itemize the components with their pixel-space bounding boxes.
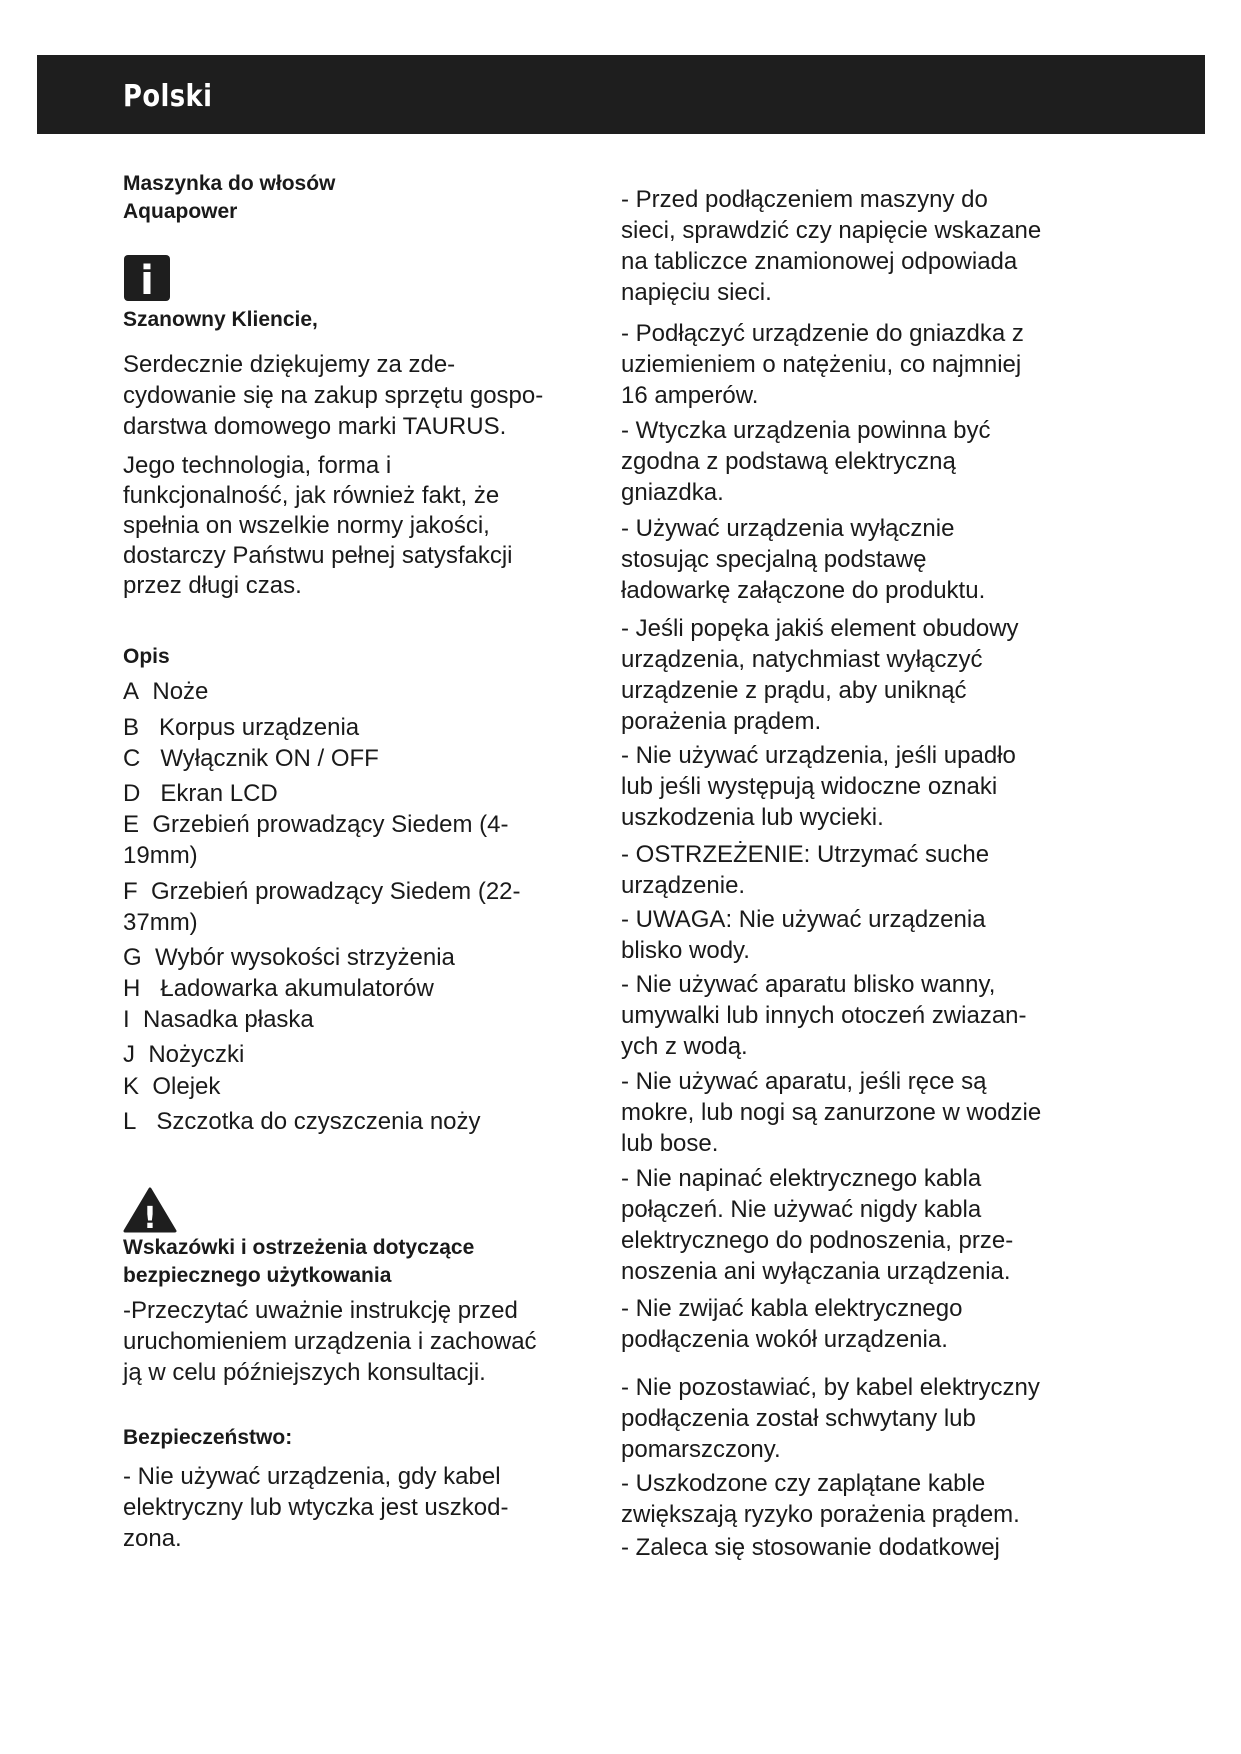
intro-p2-line: przez długi czas. — [123, 572, 302, 599]
security-line: urządzenie z prądu, aby uniknąć — [621, 677, 967, 704]
intro-p1-line: cydowanie się na zakup sprzętu gospo- — [123, 382, 544, 409]
item-text: Olejek — [152, 1073, 221, 1100]
security-line: - Nie używać urządzenia, gdy kabel — [123, 1463, 501, 1490]
intro-p1-line: darstwa domowego marki TAURUS. — [123, 413, 507, 440]
security-line: urządzenia, natychmiast wyłączyć — [621, 646, 983, 673]
security-line: ych z wodą. — [621, 1033, 748, 1060]
security-line: gniazdka. — [621, 479, 724, 506]
security-right-item — [621, 184, 1041, 308]
security-line: - Zaleca się stosowanie dodatkowej — [621, 1534, 1000, 1561]
intro-p2-line: Jego technologia, forma i — [123, 452, 392, 479]
security-line: - Nie używać aparatu, jeśli ręce są — [621, 1068, 987, 1095]
security-right-item — [621, 318, 1024, 411]
security-line: porażenia prądem. — [621, 708, 822, 735]
security-line: - Nie napinać elektrycznego kabla — [621, 1165, 982, 1192]
security-line: blisko wody. — [621, 937, 750, 964]
security-line: - Uszkodzone czy zaplątane kable — [621, 1470, 986, 1497]
item-letter: K — [123, 1073, 140, 1100]
security-right-item — [621, 1066, 1041, 1159]
item-letter: B — [123, 714, 140, 741]
security-right-item — [621, 1163, 1013, 1287]
item-letter: D — [123, 780, 141, 807]
security-line: - Nie używać urządzenia, jeśli upadło — [621, 742, 1016, 769]
list-item — [123, 743, 379, 774]
safety-heading-line1: Wskazówki i ostrzeżenia dotyczące — [123, 1236, 475, 1259]
item-text: Ładowarka akumulatorów — [160, 975, 434, 1002]
security-line: zgodna z podstawą elektryczną — [621, 448, 956, 475]
safety-intro-line: -Przeczytać uważnie instrukcję przed — [123, 1297, 518, 1324]
security-line: elektrycznego do podnoszenia, prze- — [621, 1227, 1014, 1254]
security-line: podłączenia został schwytany lub — [621, 1405, 976, 1432]
security-line: elektryczny lub wtyczka jest uszkod- — [123, 1494, 509, 1521]
item-letter: J — [123, 1041, 135, 1068]
item-text: Nożyczki — [148, 1041, 245, 1068]
security-heading: Bezpieczeństwo: — [123, 1426, 293, 1449]
greeting: Szanowny Kliencie, — [123, 308, 318, 331]
intro-paragraph-2 — [123, 451, 513, 601]
security-line: - Używać urządzenia wyłącznie — [621, 515, 955, 542]
security-line: pomarszczony. — [621, 1436, 781, 1463]
security-line: - UWAGA: Nie używać urządzenia — [621, 906, 986, 933]
security-line: noszenia ani wyłączania urządzenia. — [621, 1258, 1011, 1285]
security-line: sieci, sprawdzić czy napięcie wskazane — [621, 217, 1042, 244]
security-right-item — [621, 740, 1016, 833]
description-heading: Opis — [123, 645, 170, 668]
security-right-item — [621, 969, 1027, 1062]
item-text: Grzebień prowadzący Siedem (22- — [151, 878, 521, 905]
safety-intro — [123, 1295, 537, 1388]
item-text: Ekran LCD — [160, 780, 278, 807]
security-right-item — [621, 839, 989, 901]
list-item — [123, 778, 278, 809]
item-text: Nasadka płaska — [143, 1006, 314, 1033]
security-right-item — [621, 513, 985, 606]
list-item — [123, 1106, 481, 1137]
security-line: - Podłączyć urządzenie do gniazdka z — [621, 320, 1024, 347]
item-text: Grzebień prowadzący Siedem (4- — [152, 811, 509, 838]
intro-p2-line: spełnia on wszelkie normy jakości, — [123, 512, 490, 539]
security-line: na tabliczce znamionowej odpowiada — [621, 248, 1018, 275]
security-line: lub bose. — [621, 1130, 719, 1157]
info-icon — [124, 255, 170, 301]
item-letter: E — [123, 811, 140, 838]
security-line: - OSTRZEŻENIE: Utrzymać suche — [621, 841, 990, 868]
security-line: napięciu sieci. — [621, 279, 772, 306]
list-item — [123, 809, 509, 871]
security-line: - Przed podłączeniem maszyny do — [621, 186, 988, 213]
warning-glyph: ! — [143, 1201, 157, 1233]
security-right-item — [621, 1372, 1040, 1465]
list-item — [123, 1039, 244, 1070]
security-right-item — [621, 415, 991, 508]
list-item — [123, 942, 455, 973]
list-item — [123, 676, 208, 707]
security-line: - Wtyczka urządzenia powinna być — [621, 417, 991, 444]
product-title-line2: Aquapower — [123, 200, 238, 223]
security-right-item — [621, 1468, 1020, 1530]
security-line: uziemieniem o natężeniu, co najmniej — [621, 351, 1022, 378]
item-text: Szczotka do czyszczenia noży — [156, 1108, 481, 1135]
security-right-item — [621, 613, 1019, 737]
security-line: - Nie zwijać kabla elektrycznego — [621, 1295, 963, 1322]
list-item — [123, 1004, 314, 1035]
item-letter: L — [123, 1108, 137, 1135]
item-text-continued: 37mm) — [123, 909, 198, 936]
info-glyph: i — [140, 258, 154, 301]
security-line: urządzenie. — [621, 872, 746, 899]
item-text: Noże — [152, 678, 209, 705]
product-title — [123, 170, 335, 226]
security-line: umywalki lub innych otoczeń zwiazan- — [621, 1002, 1027, 1029]
list-item — [123, 712, 359, 743]
intro-p1-line: Serdecznie dziękujemy za zde- — [123, 351, 456, 378]
item-letter: F — [123, 878, 138, 905]
security-line: połączeń. Nie używać nigdy kabla — [621, 1196, 982, 1223]
item-text: Wyłącznik ON / OFF — [160, 745, 379, 772]
security-line: - Nie pozostawiać, by kabel elektryczny — [621, 1374, 1040, 1401]
item-text-continued: 19mm) — [123, 842, 198, 869]
intro-p2-line: dostarczy Państwu pełnej satysfakcji — [123, 542, 513, 569]
security-line: ładowarkę załączone do produktu. — [621, 577, 986, 604]
security-right-item — [621, 904, 986, 966]
security-line: - Nie używać aparatu blisko wanny, — [621, 971, 996, 998]
security-line: podłączenia wokół urządzenia. — [621, 1326, 948, 1353]
security-right-item — [621, 1532, 1000, 1563]
list-item — [123, 1071, 220, 1102]
security-right-item — [621, 1293, 962, 1355]
security-line: stosując specjalną podstawę — [621, 546, 927, 573]
safety-intro-line: ją w celu późniejszych konsultacji. — [123, 1359, 486, 1386]
security-left-item — [123, 1461, 508, 1554]
product-title-line1: Maszynka do włosów — [123, 172, 336, 195]
item-letter: I — [123, 1006, 130, 1033]
security-line: 16 amperów. — [621, 382, 759, 409]
security-line: - Jeśli popęka jakiś element obudowy — [621, 615, 1019, 642]
safety-intro-line: uruchomieniem urządzenia i zachować — [123, 1328, 537, 1355]
item-text: Wybór wysokości strzyżenia — [155, 944, 455, 971]
language-header-bar — [37, 55, 1205, 134]
safety-heading — [123, 1234, 474, 1290]
security-line: zwiększają ryzyko porażenia prądem. — [621, 1501, 1020, 1528]
safety-heading-line2: bezpiecznego użytkowania — [123, 1264, 392, 1287]
item-letter: C — [123, 745, 141, 772]
security-line: lub jeśli występują widoczne oznaki — [621, 773, 998, 800]
language-title: Polski — [123, 79, 213, 114]
intro-paragraph-1 — [123, 349, 543, 442]
security-line: mokre, lub nogi są zanurzone w wodzie — [621, 1099, 1042, 1126]
intro-p2-line: funkcjonalność, jak również fakt, że — [123, 482, 500, 509]
item-text: Korpus urządzenia — [159, 714, 360, 741]
list-item — [123, 876, 521, 938]
list-item — [123, 973, 434, 1004]
warning-triangle-icon — [123, 1187, 177, 1233]
security-line: uszkodzenia lub wycieki. — [621, 804, 884, 831]
item-letter: H — [123, 975, 141, 1002]
item-letter: A — [123, 678, 140, 705]
item-letter: G — [123, 944, 142, 971]
security-line: zona. — [123, 1525, 182, 1552]
